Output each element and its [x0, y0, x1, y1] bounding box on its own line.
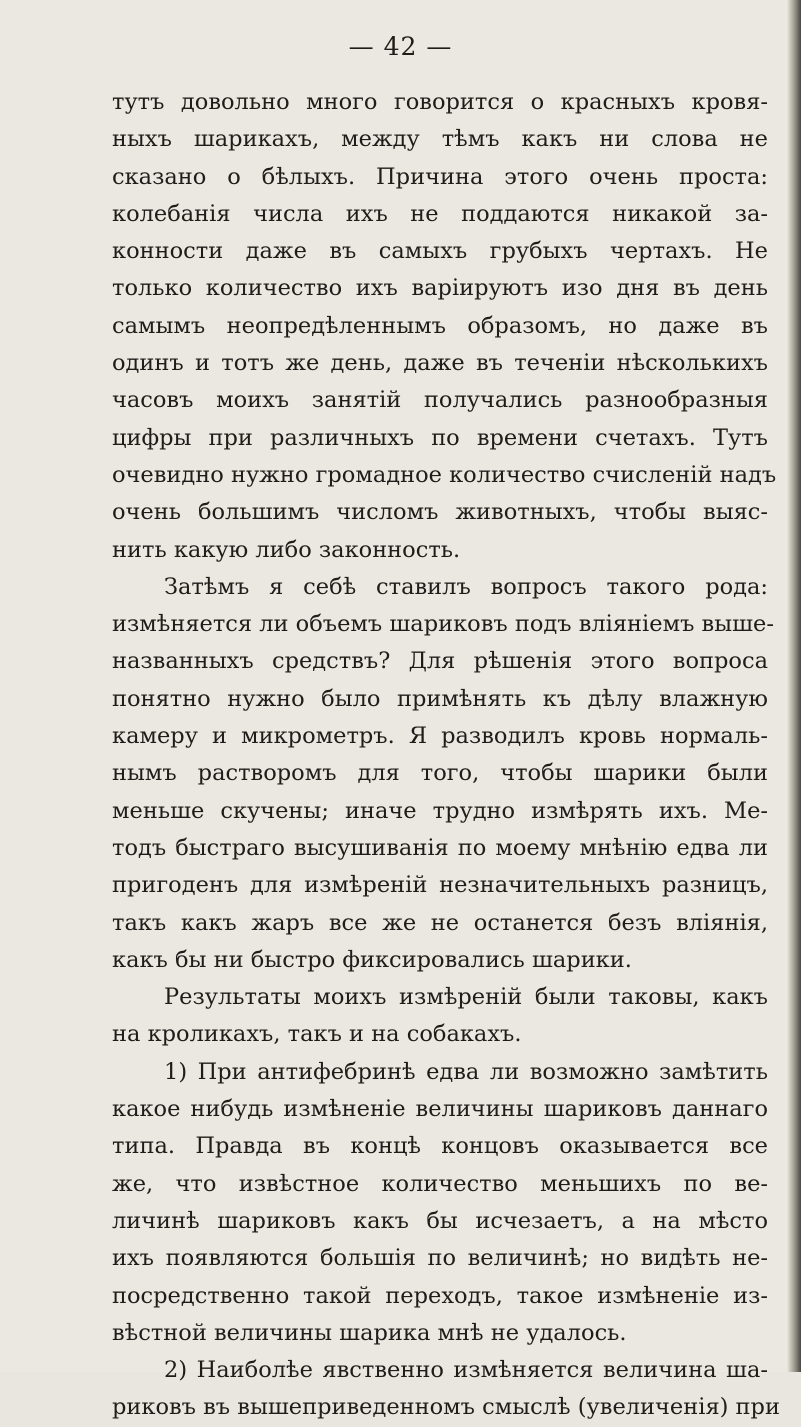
text-line: 1) При антифебринѣ едва ли возможно замѣтить [164, 1058, 768, 1085]
page-edge-shadow [787, 0, 801, 1372]
text-line: посредственно такой переходъ, такое измѣненіе из- [112, 1282, 768, 1309]
text-line: самымъ неопредѣленнымъ образомъ, но даже въ [112, 312, 768, 339]
text-line: сказано о бѣлыхъ. Причина этого очень проста: [112, 163, 768, 190]
text-body [112, 84, 780, 1427]
text-line: камеру и микрометръ. Я разводилъ кровь нормаль- [112, 723, 768, 750]
text-line: очевидно нужно громадное количество счисленій надъ [112, 461, 777, 488]
text-line: колебанія числа ихъ не поддаются никакой за- [112, 200, 768, 227]
text-line: Результаты моихъ измѣреній были таковы, какъ [164, 984, 768, 1011]
text-line: часовъ моихъ занятій получались разнообразныя [112, 387, 768, 414]
text-line: риковъ въ вышеприведенномъ смыслѣ (увеличенія) при [112, 1394, 780, 1421]
text-line: такъ какъ жаръ все же не останется безъ вліянія, [112, 909, 768, 936]
text-line: Затѣмъ я себѣ ставилъ вопросъ такого рода: [164, 573, 768, 600]
text-line: какъ бы ни быстро фиксировались шарики. [112, 946, 632, 973]
text-line: ныхъ шарикахъ, между тѣмъ какъ ни слова не [112, 126, 768, 153]
text-line: названныхъ средствъ? Для рѣшенія этого вопроса [112, 648, 768, 675]
text-line: очень большимъ числомъ животныхъ, чтобы выяс- [112, 499, 768, 526]
text-line: личинѣ шариковъ какъ бы исчезаетъ, а на мѣсто [112, 1207, 768, 1234]
text-line: вѣстной величины шарика мнѣ не удалось. [112, 1319, 627, 1346]
page-number: — 42 — [348, 32, 453, 61]
text-line: цифры при различныхъ по времени счетахъ. Тутъ [112, 424, 768, 451]
text-line: же, что извѣстное количество меньшихъ по ве- [112, 1170, 768, 1197]
text-line: нить какую либо законность. [112, 536, 461, 563]
text-line: одинъ и тотъ же день, даже въ теченіи нѣсколькихъ [112, 350, 768, 377]
text-line: меньше скучены; иначе трудно измѣрять ихъ. Ме- [112, 797, 768, 824]
text-line: пригоденъ для измѣреній незначительныхъ разницъ, [112, 872, 768, 899]
text-line: нымъ растворомъ для того, чтобы шарики были [112, 760, 768, 787]
text-line: 2) Наиболѣе явственно измѣняется величина ша- [164, 1357, 768, 1384]
text-line: на кроликахъ, такъ и на собакахъ. [112, 1021, 522, 1048]
text-line: ихъ появляются большія по величинѣ; но видѣть не- [112, 1245, 768, 1272]
text-line: конности даже въ самыхъ грубыхъ чертахъ. Не [112, 238, 768, 265]
text-line: только количество ихъ варіируютъ изо дня въ день [112, 275, 768, 302]
text-line: тутъ довольно много говорится о красныхъ кровя- [112, 89, 768, 115]
text-line: какое нибудь измѣненіе величины шариковъ даннаго [112, 1096, 768, 1123]
text-line: типа. Правда въ концѣ концовъ оказывается все [112, 1133, 768, 1160]
text-line: измѣняется ли объемъ шариковъ подъ вліяніемъ выше- [112, 611, 774, 638]
text-line: тодъ быстраго высушиванія по моему мнѣнію едва ли [112, 834, 768, 861]
text-line: понятно нужно было примѣнять къ дѣлу влажную [112, 685, 768, 712]
